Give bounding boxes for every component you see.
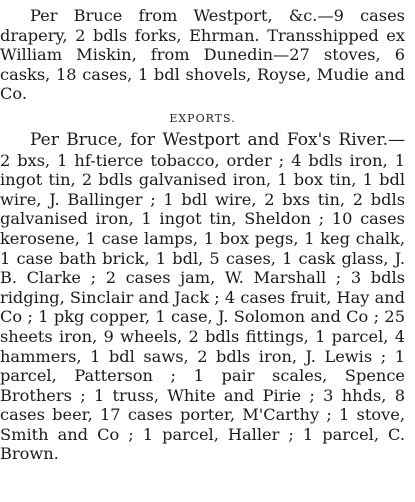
exports-paragraph — [0, 130, 405, 464]
imports-paragraph: Per Bruce from Westport, &c.—9 cases drapery, 2 bdls forks, Ehrman. Transshipped ex William Miskin, from Dunedin—27 stoves, 6 casks, 18 cases, 1 bdl shovels, Royse, Mudie and Co. — [0, 6, 405, 104]
exports-body: 2 bxs, 1 hf-tierce tobacco, order ; 4 bdls iron, 1 ingot tin, 2 bdls galvanised iron, 1 box tin, 1 bdl wire, J. Ballinger ; 1 bdl wire, 2 bxs tin, 2 bdls galvanised iron, 1 ingot tin, Sheldon ; 10 cases kerosene, 1 case lamps, 1 box pegs, 1 keg chalk, 1 case bath brick, 1 bdl, 5 cases, 1 cask glass, J. B. Clarke ; 2 cases jam, W. Marshall ; 3 bdls ridging, Sinclair and Jack ; 4 cases fruit, Hay and Co ; 1 pkg copper, 1 case, J. Solomon and Co ; 25 sheets iron, 9 wheels, 2 bdls fittings, 1 parcel, 4 hammers, 1 bdl saws, 2 bdls iron, J. Lewis ; 1 parcel, Patterson ; 1 pair scales, Spence Brothers ; 1 truss, White and Pirie ; 3 hhds, 8 cases beer, 17 cases porter, M'Carthy ; 1 stove, Smith and Co ; 1 parcel, Haller ; 1 parcel, C. Brown. — [0, 150, 406, 464]
exports-lead: Per Bruce, for Westport and Fox's River.— — [30, 129, 405, 150]
exports-heading: EXPORTS. — [169, 111, 236, 125]
